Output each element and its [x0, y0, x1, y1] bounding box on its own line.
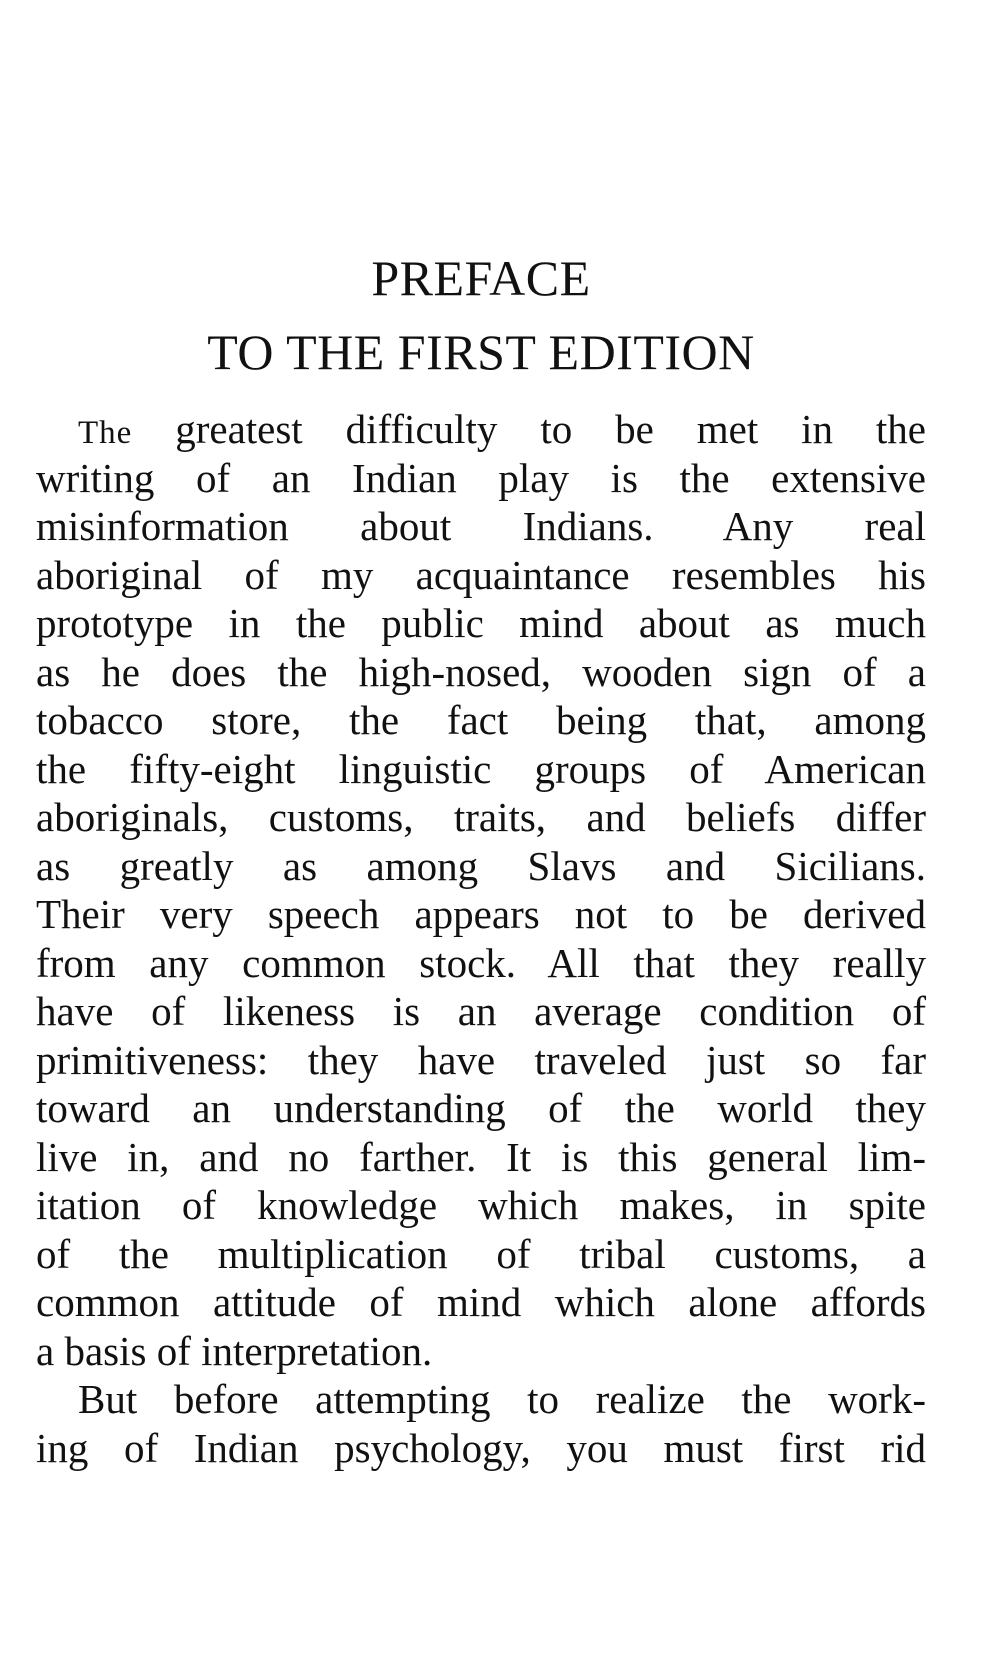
text-line: a basis of interpretation. [36, 1327, 433, 1374]
text-line: toward an understanding of the world they [36, 1085, 926, 1131]
text-line: aboriginals, customs, traits, and beliefs differ [36, 794, 926, 840]
text-line: Their very speech appears not to be derived [36, 891, 926, 937]
text-line: misinformation about Indians. Any real [36, 503, 926, 549]
text-line: ing of Indian psychology, you must first rid [36, 1424, 926, 1471]
page-title: PREFACE [371, 250, 591, 306]
book-page [36, 0, 926, 1666]
page-subtitle: TO THE FIRST EDITION [207, 324, 755, 380]
text-line: prototype in the public mind about as much [36, 600, 926, 646]
text-line: writing of an Indian play is the extensive [36, 454, 926, 501]
text-line: tobacco store, the fact being that, among [36, 697, 926, 743]
text-line [36, 405, 926, 453]
text-line: aboriginal of my acquaintance resembles his [36, 551, 926, 598]
text-line-rest: greatest difficulty to be met in the [175, 406, 926, 452]
small-caps-lead-word: The [78, 415, 133, 451]
text-line: common attitude of mind which alone affords [36, 1279, 926, 1325]
text-line: primitiveness: they have traveled just so far [36, 1036, 926, 1083]
text-line: have of likeness is an average condition of [36, 988, 926, 1034]
text-line: live in, and no farther. It is this general lim- [36, 1133, 926, 1180]
text-line: But before attempting to realize the work- [78, 1376, 926, 1422]
text-line: itation of knowledge which makes, in spite [36, 1182, 926, 1228]
text-line: the fifty-eight linguistic groups of American [36, 745, 926, 792]
text-line: of the multiplication of tribal customs, a [36, 1230, 926, 1277]
text-line: as he does the high-nosed, wooden sign of a [36, 648, 926, 695]
text-line: from any common stock. All that they really [36, 939, 926, 986]
text-line: as greatly as among Slavs and Sicilians. [36, 842, 926, 889]
